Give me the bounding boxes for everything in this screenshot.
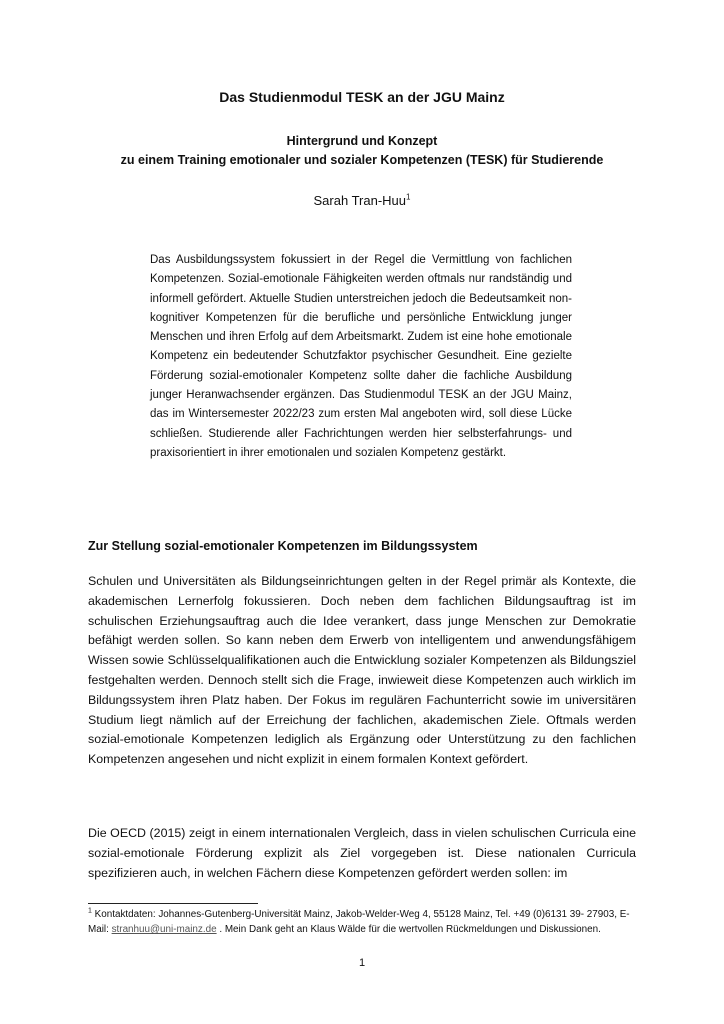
author-line [0,193,724,209]
author-footnote-marker: 1 [406,192,411,202]
abstract: Das Ausbildungssystem fokussiert in der Regel die Vermittlung von fachlichen Kompetenzen. Sozial-emotionale Fähigkeiten werden oftmals nur randständig und informell gefördert. Aktuelle Studien unterstreichen jedoch die Bedeutsamkeit non-kognitiver Kompetenzen für die berufliche und persönliche Entwicklung junger Menschen und ihren Erfolg auf dem Arbeitsmarkt. Zudem ist eine hohe emotionale Kompetenz ein bedeutender Schutzfaktor psychischer Gesundheit. Eine gezielte Förderung sozial-emotionaler Kompetenz sollte daher die fachliche Ausbildung junger Heranwachsender ergänzen. Das Studienmodul TESK an der JGU Mainz, das im Wintersemester 2022/23 zum ersten Mal angeboten wird, soll diese Lücke schließen. Studierende aller Fachrichtungen werden hier selbsterfahrungs- und praxisorientiert in ihrer emotionalen und sozialen Kompetenz gestärkt. [150,254,572,459]
footnote-divider [88,903,258,904]
footnote-text-before: Kontaktdaten: Johannes-Gutenberg-Universität Mainz, Jakob-Welder-Weg 4, 55128 Mainz, Tel. +49 (0)6131 39- 27903, E-Mail: [88,909,630,935]
subtitle-line-2: zu einem Training emotionaler und sozialer Kompetenzen (TESK) für Studierende [120,153,604,167]
email-link[interactable]: stranhuu@uni-mainz.de [111,924,217,935]
page-number: 1 [358,957,366,969]
body-paragraph-1: Schulen und Universitäten als Bildungseinrichtungen gelten in der Regel primär als Kontexte, die akademischen Lernerfolg fokussieren. Doch neben dem fachlichen Bildungsauftrag ist im schulischen Erziehungsauftrag auch die Idee verankert, dass junge Menschen zur Demokratie befähigt werden sollen. So kann neben dem Erwerb von intelligentem und anwendungsfähigem Wissen sowie Schlüsselqualifikationen auch die Entwicklung sozialer Kompetenzen als Bildungsziel festgehalten werden. Dennoch stellt sich die Frage, inwieweit diese Kompetenzen auch wirklich im Bildungssystem ihren Platz haben. Der Fokus im regulären Fachunterricht sowie im universitären Studium liegt nämlich auf der Erreichung der fachlichen, akademischen Ziele. Oftmals werden sozial-emotionale Kompetenzen lediglich als Ergänzung oder Unterstützung zu den fachlichen Kompetenzen angesehen und nicht explizit in einem formalen Kontext gefördert. [88,574,636,767]
document-title: Das Studienmodul TESK an der JGU Mainz [219,89,505,105]
section-heading: Zur Stellung sozial-emotionaler Kompetenzen im Bildungssystem [88,539,478,553]
author-name: Sarah Tran-Huu [313,193,407,208]
footnote [88,907,636,937]
body-paragraph-2: Die OECD (2015) zeigt in einem internationalen Vergleich, dass in vielen schulischen Curricula eine sozial-emotionale Förderung explizit als Ziel vorgegeben ist. Diese nationalen Curricula spezifizieren auch, in welchen Fächern diese Kompetenzen gefördert werden sollen: im [88,826,636,880]
footnote-marker: 1 [88,907,92,915]
subtitle-line-1: Hintergrund und Konzept [286,134,438,148]
document-subtitle [0,132,724,170]
footnote-text-after: . Mein Dank geht an Klaus Wälde für die wertvollen Rückmeldungen und Diskussionen. [216,924,601,935]
